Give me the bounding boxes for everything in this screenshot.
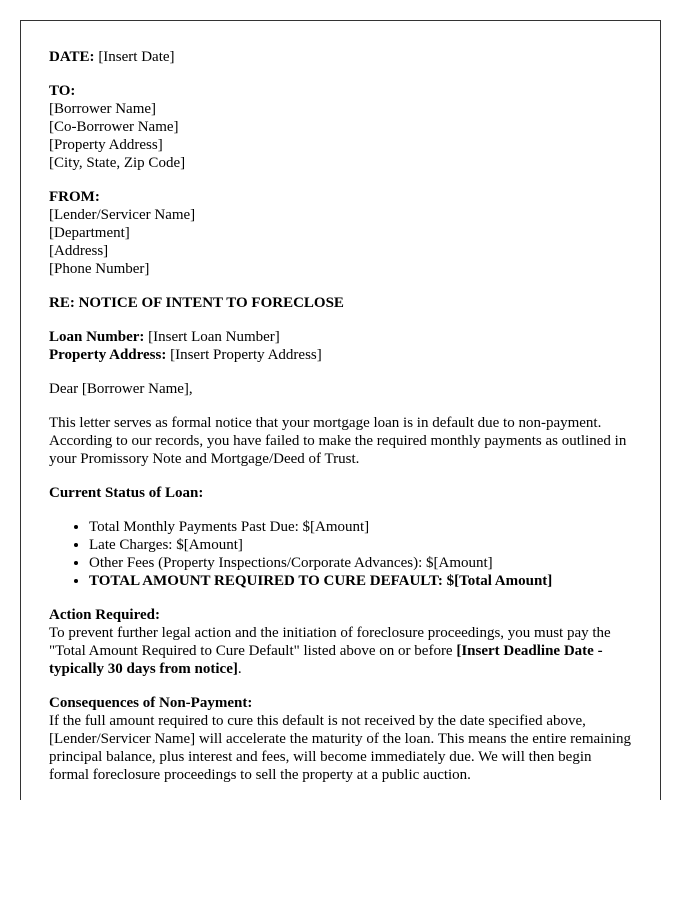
action-section	[49, 606, 632, 678]
action-text: To prevent further legal action and the initiation of foreclosure proceedings, you must pay the "Total Amount Required to Cure Default" listed above on or before	[49, 625, 611, 659]
property-address-value: [Insert Property Address]	[170, 347, 322, 363]
consequences-text: If the full amount required to cure this default is not received by the date specified above, [Lender/Servicer Name] will accelerate the maturity of the loan. This means the entire remaining principal balance, plus interest and fees, will become immediately due. We will then begin formal foreclosure proceedings to sell the property at a public auction.	[49, 713, 631, 783]
to-line: [City, State, Zip Code]	[49, 155, 186, 171]
from-block	[49, 188, 632, 278]
from-label: FROM:	[49, 189, 100, 205]
total-text: TOTAL AMOUNT REQUIRED TO CURE DEFAULT: $[Total Amount]	[89, 573, 553, 589]
consequences-heading: Consequences of Non-Payment:	[49, 695, 253, 711]
subject-line	[49, 294, 632, 312]
property-address-label: Property Address:	[49, 347, 167, 363]
intro-paragraph: This letter serves as formal notice that your mortgage loan is in default due to non-payment. According to our records, you have failed to make the required monthly payments as outlined in your Promissory Note and Mortgage/Deed of Trust.	[49, 415, 627, 467]
to-line: [Co-Borrower Name]	[49, 119, 179, 135]
loan-number-value: [Insert Loan Number]	[148, 329, 280, 345]
list-item: • Late Charges: $[Amount]	[89, 536, 632, 554]
to-label: TO:	[49, 83, 76, 99]
list-item: • Total Monthly Payments Past Due: $[Amount]	[89, 518, 632, 536]
status-list	[49, 518, 632, 590]
salutation: Dear [Borrower Name],	[49, 381, 193, 397]
action-end: .	[237, 661, 242, 677]
status-heading	[49, 484, 632, 502]
consequences-section	[49, 694, 632, 784]
date-value: [Insert Date]	[98, 49, 175, 65]
action-deadline: [Insert Deadline Date - typically 30 days from notice]	[49, 643, 603, 677]
action-heading: Action Required:	[49, 607, 160, 623]
status-heading-text: Current Status of Loan:	[49, 485, 204, 501]
to-block	[49, 82, 632, 172]
from-line: [Lender/Servicer Name]	[49, 207, 196, 223]
from-line: [Address]	[49, 243, 109, 259]
list-item-total	[89, 572, 632, 590]
to-line: [Borrower Name]	[49, 101, 157, 117]
from-line: [Department]	[49, 225, 130, 241]
to-line: [Property Address]	[49, 137, 163, 153]
subject-text: RE: NOTICE OF INTENT TO FORECLOSE	[49, 295, 344, 311]
date-line	[49, 48, 632, 66]
from-line: [Phone Number]	[49, 261, 150, 277]
list-item: • Other Fees (Property Inspections/Corporate Advances): $[Amount]	[89, 554, 632, 572]
letter-page	[20, 20, 661, 800]
loan-info	[49, 328, 632, 364]
loan-number-label: Loan Number:	[49, 329, 145, 345]
date-label: DATE:	[49, 49, 95, 65]
